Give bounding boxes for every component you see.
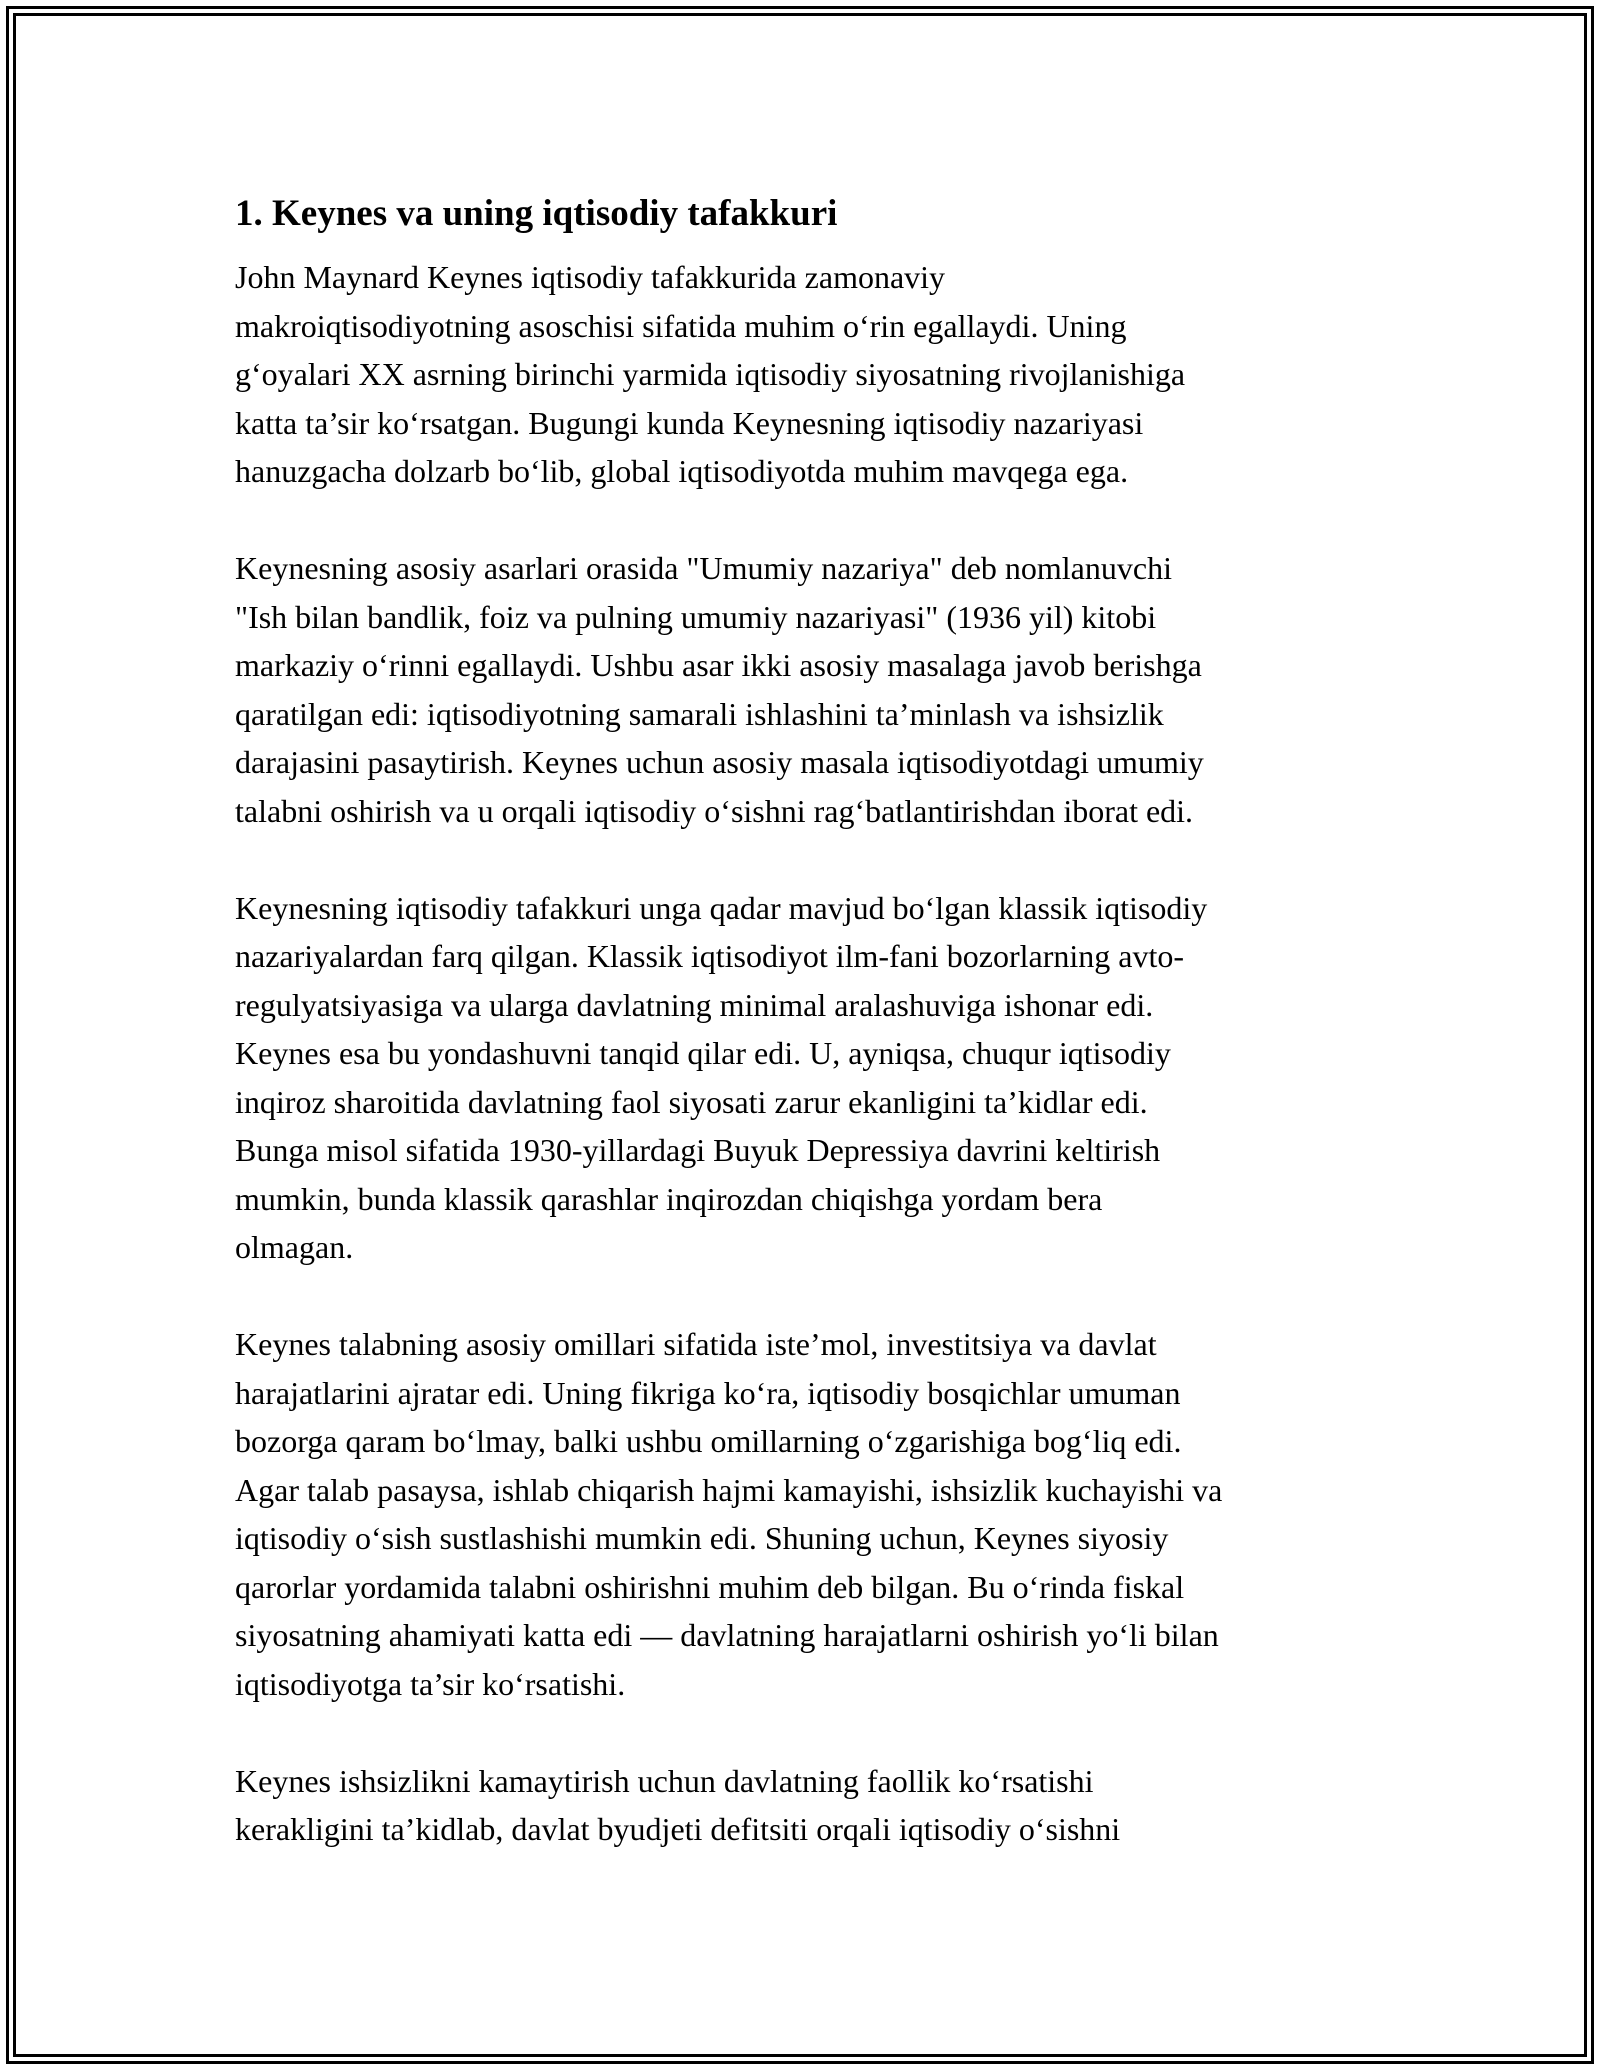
paragraph-line: Agar talab pasaysa, ishlab chiqarish hajmi kamayishi, ishsizlik kuchayishi va (235, 1471, 1223, 1508)
paragraph-line: siyosatning ahamiyati katta edi — davlatning harajatlarni oshirish yo‘li bilan (235, 1617, 1219, 1653)
paragraph-line: katta ta’sir ko‘rsatgan. Bugungi kunda Keynesning iqtisodiy nazariyasi (235, 404, 1144, 441)
paragraph (235, 544, 1375, 835)
paragraph-line: nazariyalardan farq qilgan. Klassik iqtisodiyot ilm-fani bozorlarning avto- (235, 938, 1185, 974)
paragraph-line: kerakligini ta’kidlab, davlat byudjeti defitsiti orqali iqtisodiy o‘sishni (235, 1811, 1121, 1847)
paragraph-line: talabni oshirish va u orqali iqtisodiy o‘sishni rag‘batlantirishdan iborat edi. (235, 792, 1194, 829)
paragraph-line: g‘oyalari XX asrning birinchi yarmida iqtisodiy siyosatning rivojlanishiga (235, 356, 1186, 392)
paragraph (235, 253, 1375, 496)
paragraph-line: Keynesning asosiy asarlari orasida "Umumiy nazariya" deb nomlanuvchi (235, 550, 1172, 586)
paragraph-line: "Ish bilan bandlik, foiz va pulning umumiy nazariyasi" (1936 yil) kitobi (235, 598, 1157, 635)
paragraph (235, 884, 1375, 1272)
paragraph-line: Keynesning iqtisodiy tafakkuri unga qadar mavjud bo‘lgan klassik iqtisodiy (235, 889, 1208, 926)
paragraph-line: regulyatsiyasiga va ularga davlatning minimal aralashuviga ishonar edi. (235, 986, 1154, 1023)
paragraph-line: Keynes ishsizlikni kamaytirish uchun davlatning faollik ko‘rsatishi (235, 1762, 1094, 1799)
paragraph-line: darajasini pasaytirish. Keynes uchun asosiy masala iqtisodiyotdagi umumiy (235, 744, 1204, 780)
paragraph (235, 1320, 1375, 1708)
paragraph-line: Bunga misol sifatida 1930-yillardagi Buyuk Depressiya davrini keltirish (235, 1132, 1161, 1168)
section-heading: 1. Keynes va uning iqtisodiy tafakkuri (235, 193, 838, 234)
paragraph-line: iqtisodiyotga ta’sir ko‘rsatishi. (235, 1665, 626, 1702)
paragraph-line: Keynes esa bu yondashuvni tanqid qilar edi. U, ayniqsa, chuqur iqtisodiy (235, 1035, 1171, 1071)
paragraph (235, 1757, 1375, 1854)
paragraph-line: John Maynard Keynes iqtisodiy tafakkurida zamonaviy (235, 259, 946, 295)
paragraph-line: iqtisodiy o‘sish sustlashishi mumkin edi. Shuning uchun, Keynes siyosiy (235, 1520, 1169, 1556)
paragraph-line: makroiqtisodiyotning asoschisi sifatida muhim o‘rin egallaydi. Uning (235, 307, 1127, 344)
paragraph-line: Keynes talabning asosiy omillari sifatida iste’mol, investitsiya va davlat (235, 1326, 1157, 1362)
paragraph-line: harajatlarini ajratar edi. Uning fikriga ko‘ra, iqtisodiy bosqichlar umuman (235, 1374, 1181, 1411)
paragraph-line: qaratilgan edi: iqtisodiyotning samarali ishlashini ta’minlash va ishsizlik (235, 695, 1164, 732)
paragraph-line: qarorlar yordamida talabni oshirishni muhim deb bilgan. Bu o‘rinda fiskal (235, 1568, 1185, 1605)
paragraph-list (235, 253, 1375, 1854)
paragraph-line: olmagan. (235, 1229, 354, 1265)
document-body (235, 188, 1375, 1902)
paragraph-line: markaziy o‘rinni egallaydi. Ushbu asar ikki asosiy masalaga javob berishga (235, 647, 1202, 683)
paragraph-line: inqiroz sharoitida davlatning faol siyosati zarur ekanligini ta’kidlar edi. (235, 1083, 1148, 1120)
paragraph-line: hanuzgacha dolzarb bo‘lib, global iqtisodiyotda muhim mavqega ega. (235, 453, 1129, 489)
paragraph-line: mumkin, bunda klassik qarashlar inqirozdan chiqishga yordam bera (235, 1180, 1103, 1217)
paragraph-line: bozorga qaram bo‘lmay, balki ushbu omillarning o‘zgarishiga bog‘liq edi. (235, 1423, 1182, 1459)
